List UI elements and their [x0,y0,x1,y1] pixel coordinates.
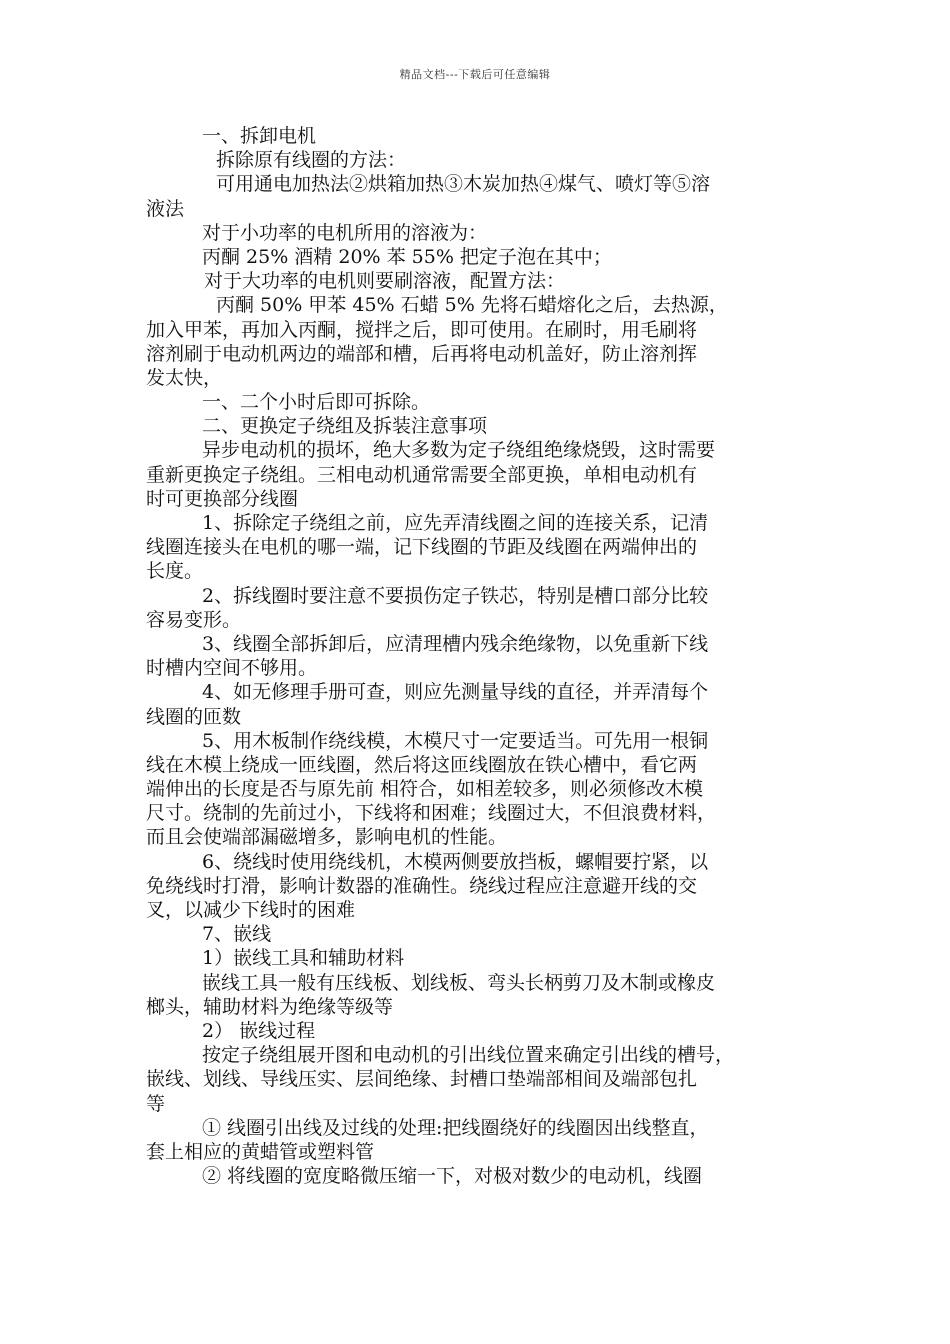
text-line: 可用通电加热法②烘箱加热③木炭加热④煤气、喷灯等⑤溶 [216,173,711,196]
text-line: 榔头，辅助材料为绝缘等级等 [146,995,394,1018]
section-heading-rewind: 二、更换定子绕组及拆装注意事项 [202,415,488,438]
text-line: 对于大功率的电机则要刷溶液，配置方法： [204,270,566,293]
text-line: 尺寸。绕制的先前过小，下线将和困难；线圈过大，不但浪费材料， [146,802,717,825]
text-line: 叉，以减少下线时的困难 [146,899,356,921]
text-line: 嵌线、划线、导线压实、层间绝缘、封槽口垫端部相间及端部包扎 [146,1068,698,1091]
text-line: 等 [146,1092,166,1115]
text-line: 重新更换定子绕组。三相电动机通常需要全部更换，单相电动机有 [146,463,698,486]
text-line: 发太快， [146,366,223,389]
text-line: ① 线圈引出线及过线的处理:把线圈绕好的线圈因出线整直， [202,1116,709,1139]
text-line: 时可更换部分线圈 [146,487,299,510]
text-line: 而且会使端部漏磁增多，影响电机的性能。 [146,826,508,849]
text-line: 拆除原有线圈的方法： [216,149,407,172]
text-line: 免绕线时打滑，影响计数器的准确性。绕线过程应注意避开线的交 [146,874,698,897]
text-line: 丙酮 25% 酒精 20% 苯 55% 把定子泡在其中； [202,245,612,268]
text-line: 时槽内空间不够用。 [146,657,318,680]
text-line: 1）嵌线工具和辅助材料 [202,947,405,970]
text-line: 液法 [146,197,185,220]
text-line: 丙酮 50% 甲苯 45% 石蜡 5% 先将石蜡熔化之后，去热源， [216,294,728,317]
text-line: 6、绕线时使用绕线机，木模两侧要放挡板，螺帽要拧紧，以 [202,850,709,873]
text-line: 异步电动机的损坏，绝大多数为定子绕组绝缘烧毁，这时需要 [202,439,716,462]
text-line: 2、拆线圈时要注意不要损伤定子铁芯，特别是槽口部分比较 [202,584,709,607]
text-line: 1、拆除定子绕组之前，应先弄清线圈之间的连接关系，记清 [202,512,709,534]
text-line: 5、用木板制作绕线模，木模尺寸一定要适当。可先用一根铜 [202,729,709,752]
text-line: 长度。 [146,560,204,583]
text-line: 线在木模上绕成一匝线圈，然后将这匝线圈放在铁心槽中，看它两 [146,753,698,776]
section-heading-disassemble: 一、拆卸电机 [202,125,317,147]
text-line: 3、线圈全部拆卸后，应清理槽内残余绝缘物，以免重新下线 [202,632,709,655]
text-line: 按定子绕组展开图和电动机的引出线位置来确定引出线的槽号， [202,1044,735,1067]
page-header: 精品文档---下载后可任意编辑 [399,68,551,81]
text-line: 线圈的匝数 [146,705,242,728]
text-line: 2） 嵌线过程 [202,1019,316,1042]
text-line: 线圈连接头在电机的哪一端，记下线圈的节距及线圈在两端伸出的 [146,536,698,559]
text-line: 4、如无修理手册可查，则应先测量导线的直径，并弄清每个 [202,681,709,704]
text-line: ② 将线圈的宽度略微压缩一下，对极对数少的电动机，线圈 [202,1165,703,1188]
text-line: 嵌线工具一般有压线板、划线板、弯头长柄剪刀及木制或橡皮 [202,971,716,994]
subsection-heading-embedding: 7、嵌线 [202,923,272,946]
text-line: 溶剂刷于电动机两边的端部和槽，后再将电动机盖好，防止溶剂挥 [146,342,698,365]
text-line: 加入甲苯，再加入丙酮，搅拌之后，即可使用。在刷时，用毛刷将 [146,318,698,341]
text-line: 对于小功率的电机所用的溶液为： [202,221,488,244]
document-body [146,124,814,1188]
text-line: 端伸出的长度是否与原先前 相符合，如相差较多，则必须修改木模 [146,778,704,801]
text-line: 套上相应的黄蜡管或塑料管 [146,1140,375,1163]
text-line: 一、二个小时后即可拆除。 [202,391,431,414]
text-line: 容易变形。 [146,608,242,631]
